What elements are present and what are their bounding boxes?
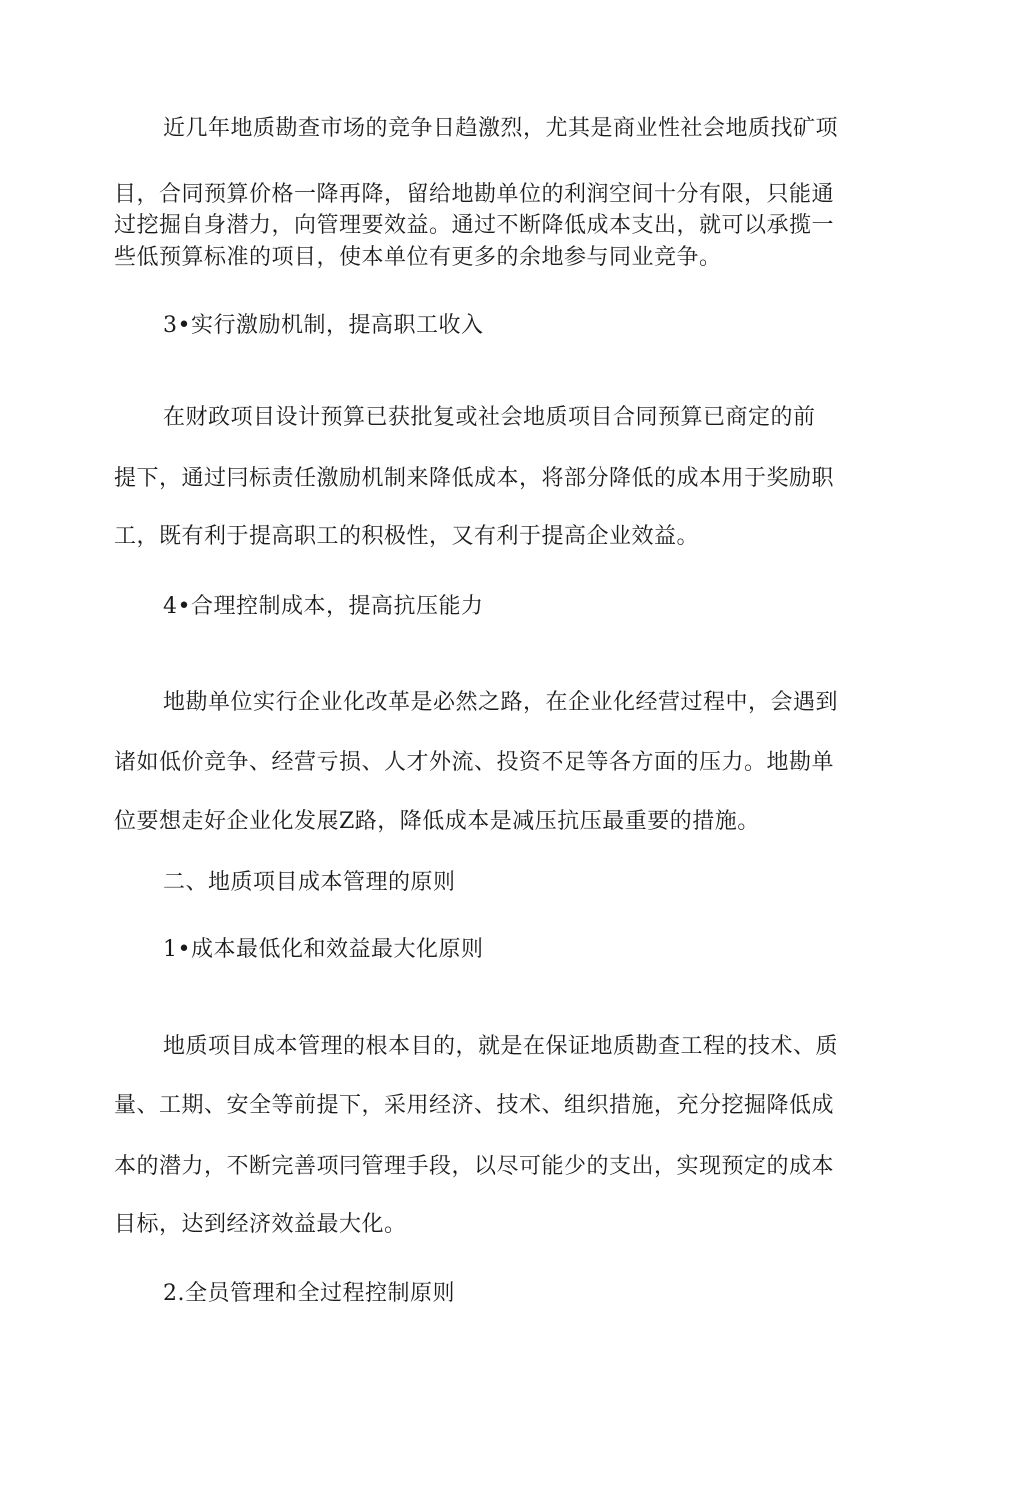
section-heading: 1•成本最低化和效益最大化原则 bbox=[163, 937, 484, 962]
paragraph-line: 在财政项目设计预算已获批复或社会地质项目合同预算已商定的前 bbox=[163, 405, 816, 430]
paragraph-line: 目，合同预算价格一降再降，留给地勘单位的利润空间十分有限，只能通 bbox=[114, 182, 835, 207]
paragraph-line: 地质项目成本管理的根本目的，就是在保证地质勘查工程的技术、质 bbox=[163, 1034, 839, 1059]
paragraph-line: 工，既有利于提高职工的积极性，又有利于提高企业效益。 bbox=[114, 524, 700, 549]
paragraph-line: 过挖掘自身潜力，向管理要效益。通过不断降低成本支出，就可以承揽一 bbox=[114, 213, 835, 238]
paragraph-line: 位要想走好企业化发展Z路，降低成本是减压抗压最重要的措施。 bbox=[114, 809, 760, 834]
section-heading: 3•实行激励机制，提高职工收入 bbox=[163, 313, 484, 338]
paragraph-line: 量、工期、安全等前提下，采用经济、技术、组织措施，充分挖掘降低成 bbox=[114, 1093, 835, 1118]
paragraph-line: 本的潜力，不断完善项冃管理手段，以尽可能少的支出，实现预定的成本 bbox=[114, 1154, 835, 1179]
paragraph-line: 目标，达到经济效益最大化。 bbox=[114, 1212, 407, 1237]
paragraph-line: 些低预算标准的项目，使本单位有更多的余地参与同业竞争。 bbox=[114, 245, 722, 270]
chapter-heading: 二、地质项目成本管理的原则 bbox=[163, 870, 456, 895]
paragraph-line: 诸如低价竞争、经营亏损、人才外流、投资不足等各方面的压力。地勘单 bbox=[114, 750, 835, 775]
paragraph-line: 地勘单位实行企业化改革是必然之路，在企业化经营过程中，会遇到 bbox=[163, 690, 839, 715]
section-heading: 4•合理控制成本，提高抗压能力 bbox=[163, 594, 484, 619]
paragraph-line: 提下，通过冃标责任激励机制来降低成本，将部分降低的成本用于奖励职 bbox=[114, 466, 835, 491]
paragraph-line: 近几年地质勘查市场的竞争日趋激烈，尤其是商业性社会地质找矿项 bbox=[163, 116, 839, 141]
section-heading: 2.全员管理和全过程控制原则 bbox=[163, 1281, 455, 1306]
